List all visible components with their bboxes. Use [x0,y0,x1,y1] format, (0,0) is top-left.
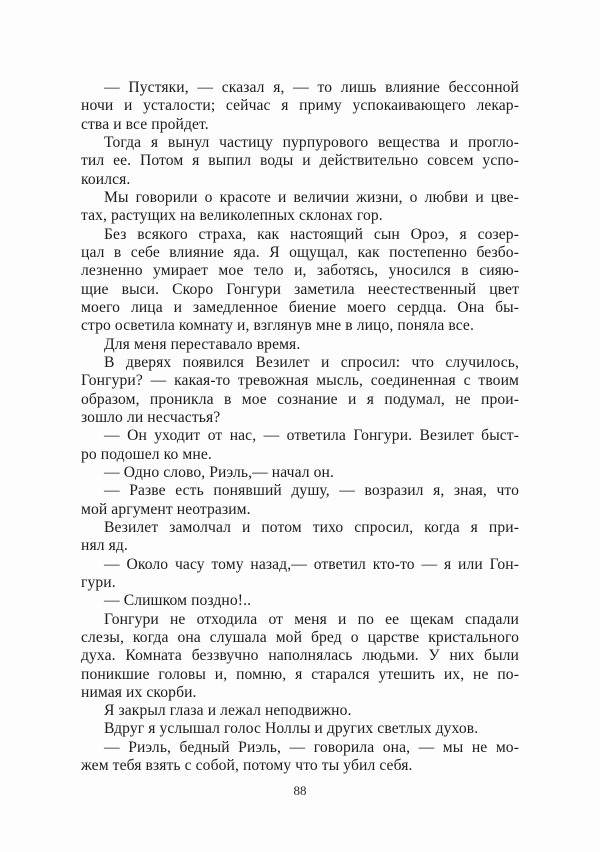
text-line: — Риэль, бедный Риэль, — говорила она, — мы не мо- [104,738,519,756]
text-line: духа. Комната беззвучно наполнялась людьми. У них были [81,647,519,665]
text-line: Вдруг я услышал голос Ноллы и других светлых духов. [104,720,479,738]
text-line: лезненно умирает мое тело и, заботясь, уносился в сияю- [81,262,519,280]
text-line: — Разве есть понявший душу, — возразил я, зная, что [104,482,519,500]
text-line: гури. [81,573,116,591]
text-line: тил ее. Потом я выпил воды и действительно совсем успо- [81,152,519,170]
paragraph [81,354,519,427]
text-line: ночи и усталости; сейчас я приму успокаивающего лекар- [81,97,519,115]
paragraph [81,519,519,556]
text-line: Гонгури не отходила от меня и по ее щекам спадали [104,610,519,628]
text-line: Без всякого страха, как настоящий сын Ороэ, я созер- [104,225,519,243]
paragraph [81,226,519,336]
text-line: В дверях появился Везилет и спросил: что случилось, [104,353,519,371]
text-line: поникшие головы и, помню, я старался утешить их, не по- [81,665,519,683]
paragraph [81,336,519,354]
paragraph [81,592,519,610]
text-line: Я закрыл глаза и лежал неподвижно. [104,702,352,720]
text-line: — Слишком поздно!.. [104,592,252,610]
body-text [81,79,519,775]
text-line: жем тебя взять с собой, потому что ты убил себя. [81,757,413,775]
paragraph [81,427,519,464]
text-line: моего лица и замедленное биение моего сердца. Она бы- [81,298,519,316]
text-line: ро подошел ко мне. [81,445,212,463]
text-line: образом, проникла в мое сознание и я подумал, не прои- [81,390,519,408]
text-line: коился. [81,170,131,188]
text-line: нял яд. [81,537,128,555]
paragraph [81,189,519,226]
text-line: Гонгури? — какая-то тревожная мысль, соединенная с твоим [81,372,519,390]
paragraph [81,702,519,720]
paragraph [81,720,519,738]
text-line: ства и все пройдет. [81,115,209,133]
text-line: — Одно слово, Риэль,— начал он. [104,463,334,481]
text-line: щие выси. Скоро Гонгури заметила неестественный цвет [81,280,519,298]
paragraph [81,739,519,776]
text-line: тах, растущих на великолепных склонах гор. [81,207,383,225]
text-line: Тогда я вынул частицу пурпурового вещества и прогло- [104,133,519,151]
page-number: 88 [293,783,307,798]
text-line: Везилет замолчал и потом тихо спросил, когда я при- [104,518,519,536]
text-line: — Пустяки, — сказал я, — то лишь влияние бессонной [104,79,519,96]
paragraph [81,79,519,134]
text-line: зошло ли несчастья? [81,408,221,426]
text-line: нимая их скорби. [81,683,197,701]
paragraph [81,556,519,593]
paragraph [81,134,519,189]
text-line: — Около часу тому назад,— ответил кто-то — я или Гон- [104,555,519,573]
text-line: Мы говорили о красоте и величии жизни, о любви и цве- [104,188,519,206]
text-line: мой аргумент неотразим. [81,500,251,518]
text-line: — Он уходит от нас, — ответила Гонгури. Везилет быст- [104,427,519,445]
paragraph [81,464,519,482]
text-line: цал в себе влияние яда. Я ощущал, как постепенно безбо- [81,243,519,261]
paragraph [81,482,519,519]
paragraph [81,611,519,703]
text-line: слезы, когда она слушала мой бред о царстве кристального [81,628,519,646]
text-line: стро осветила комнату и, взглянув мне в лицо, поняла все. [81,317,474,335]
text-line: Для меня переставало время. [104,335,301,353]
